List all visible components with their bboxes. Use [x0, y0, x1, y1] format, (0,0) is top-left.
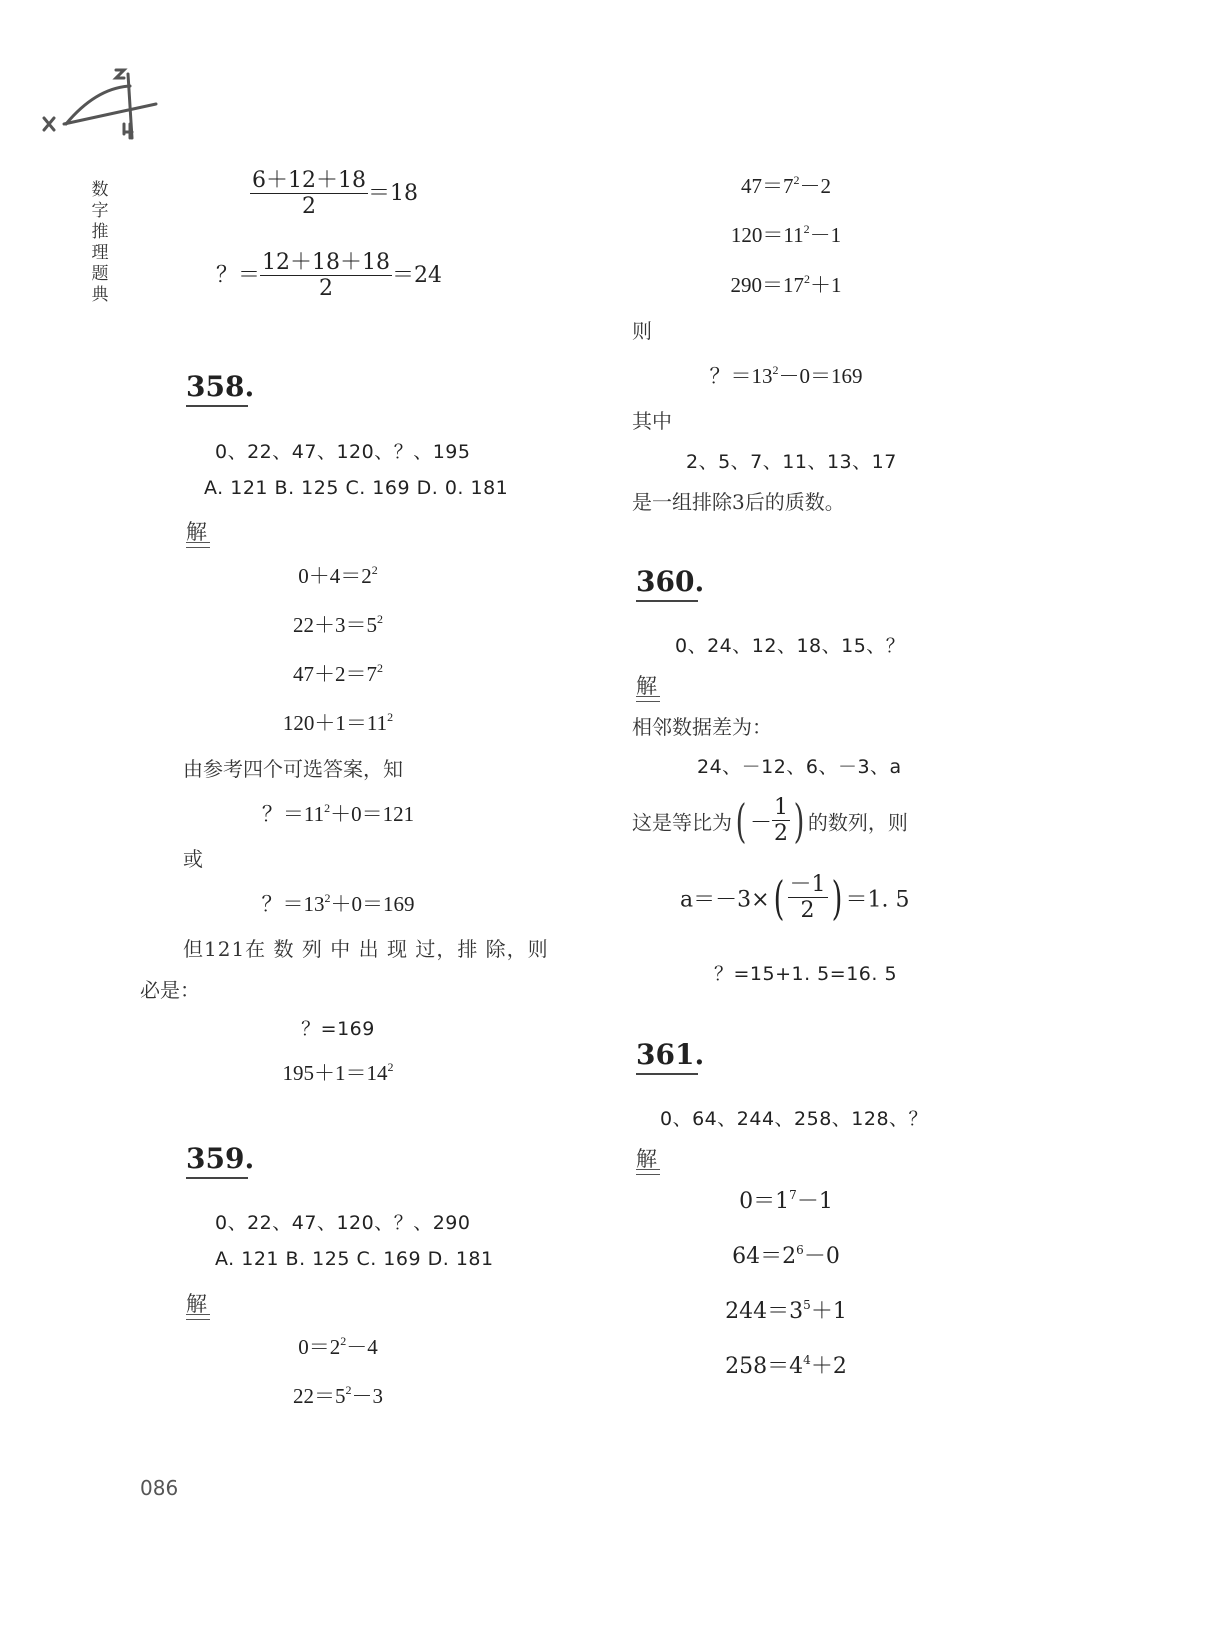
solution-underline: [186, 1314, 210, 1320]
problem-358-sequence: 0、22、47、120、？、195: [215, 441, 471, 463]
equation: $22+3=5^2$: [293, 612, 383, 637]
equation: $120=11^2-1$: [730, 222, 842, 247]
heading-underline: [186, 1177, 248, 1179]
solution-underline: [186, 542, 210, 548]
paragraph: 其中: [632, 409, 672, 433]
paragraph: 则: [632, 319, 652, 343]
equation: $0+4=2^2$: [298, 563, 378, 588]
equation: $290=17^2+1$: [730, 272, 842, 297]
equation-a: a＝－3×( $\frac{-1}{2}$ ) ＝1. 5: [680, 870, 910, 925]
equation: $0=2^2-4$: [298, 1334, 378, 1359]
equation: $47+2=7^2$: [293, 661, 383, 686]
paragraph: 或: [183, 847, 203, 871]
paragraph: 相邻数据差为：: [632, 715, 772, 739]
equation: $47=7^2-2$: [741, 173, 831, 198]
prime-list: 2、5、7、11、13、17: [686, 451, 897, 473]
solution-label: 解: [636, 674, 657, 698]
axis-logo-icon: [36, 58, 166, 148]
final-answer: ？=15+1. 5=16. 5: [714, 963, 898, 985]
equation: ？$=11^2+0=121$: [261, 801, 415, 826]
solution-underline: [636, 1169, 660, 1175]
solution-label: 解: [636, 1147, 657, 1171]
equation: $195+1=14^2$: [282, 1060, 394, 1085]
equation: $0=1^7-1$: [739, 1188, 833, 1214]
heading-underline: [186, 405, 248, 407]
problem-359-heading: 359.: [186, 1142, 255, 1175]
problem-358-options: A. 121 B. 125 C. 169 D. 0. 181: [204, 477, 509, 499]
solution-label: 解: [186, 1292, 207, 1316]
heading-underline: [636, 600, 698, 602]
paragraph: 由参考四个可选答案，知: [183, 757, 403, 781]
equation: ？$=13^2+0=169$: [261, 891, 415, 916]
equation: $22=5^2-3$: [293, 1383, 383, 1408]
equation: $258=4^4+2$: [725, 1353, 847, 1379]
solution-label: 解: [186, 520, 207, 544]
top-fraction-1: $\frac{6+12+18}{2}$ ＝18: [252, 168, 418, 220]
final-answer: ？=169: [301, 1018, 375, 1040]
page-number: 086: [140, 1476, 179, 1500]
problem-361-heading: 361.: [636, 1038, 705, 1071]
solution-underline: [636, 696, 660, 702]
heading-underline: [636, 1073, 698, 1075]
problem-359-sequence: 0、22、47、120、？、290: [215, 1212, 471, 1234]
equation: $120+1=11^2$: [282, 710, 394, 735]
paragraph: 是一组排除3后的质数。: [632, 490, 845, 514]
problem-358-heading: 358.: [186, 370, 255, 403]
ratio-line: 这是等比为( － $\frac{1}{2}$ ) 的数列，则: [632, 793, 908, 848]
problem-361-sequence: 0、64、244、258、128、？: [660, 1108, 929, 1130]
sidebar-title: 数字推理题典: [91, 180, 109, 305]
difference-list: 24、－12、6、－3、a: [697, 756, 902, 778]
problem-359-options: A. 121 B. 125 C. 169 D. 181: [215, 1248, 494, 1270]
top-fraction-2: ？＝ $\frac{12+18+18}{2}$ ＝24: [216, 250, 442, 302]
equation: $244=3^5+1$: [725, 1298, 847, 1324]
equation: ？$=13^2-0=169$: [709, 363, 863, 388]
paragraph: 必是：: [140, 978, 200, 1002]
problem-360-sequence: 0、24、12、18、15、？: [675, 635, 906, 657]
paragraph: 但121在 数 列 中 出 现 过，排 除，则: [183, 937, 549, 961]
problem-360-heading: 360.: [636, 565, 705, 598]
equation: $64=2^6-0$: [732, 1243, 840, 1269]
